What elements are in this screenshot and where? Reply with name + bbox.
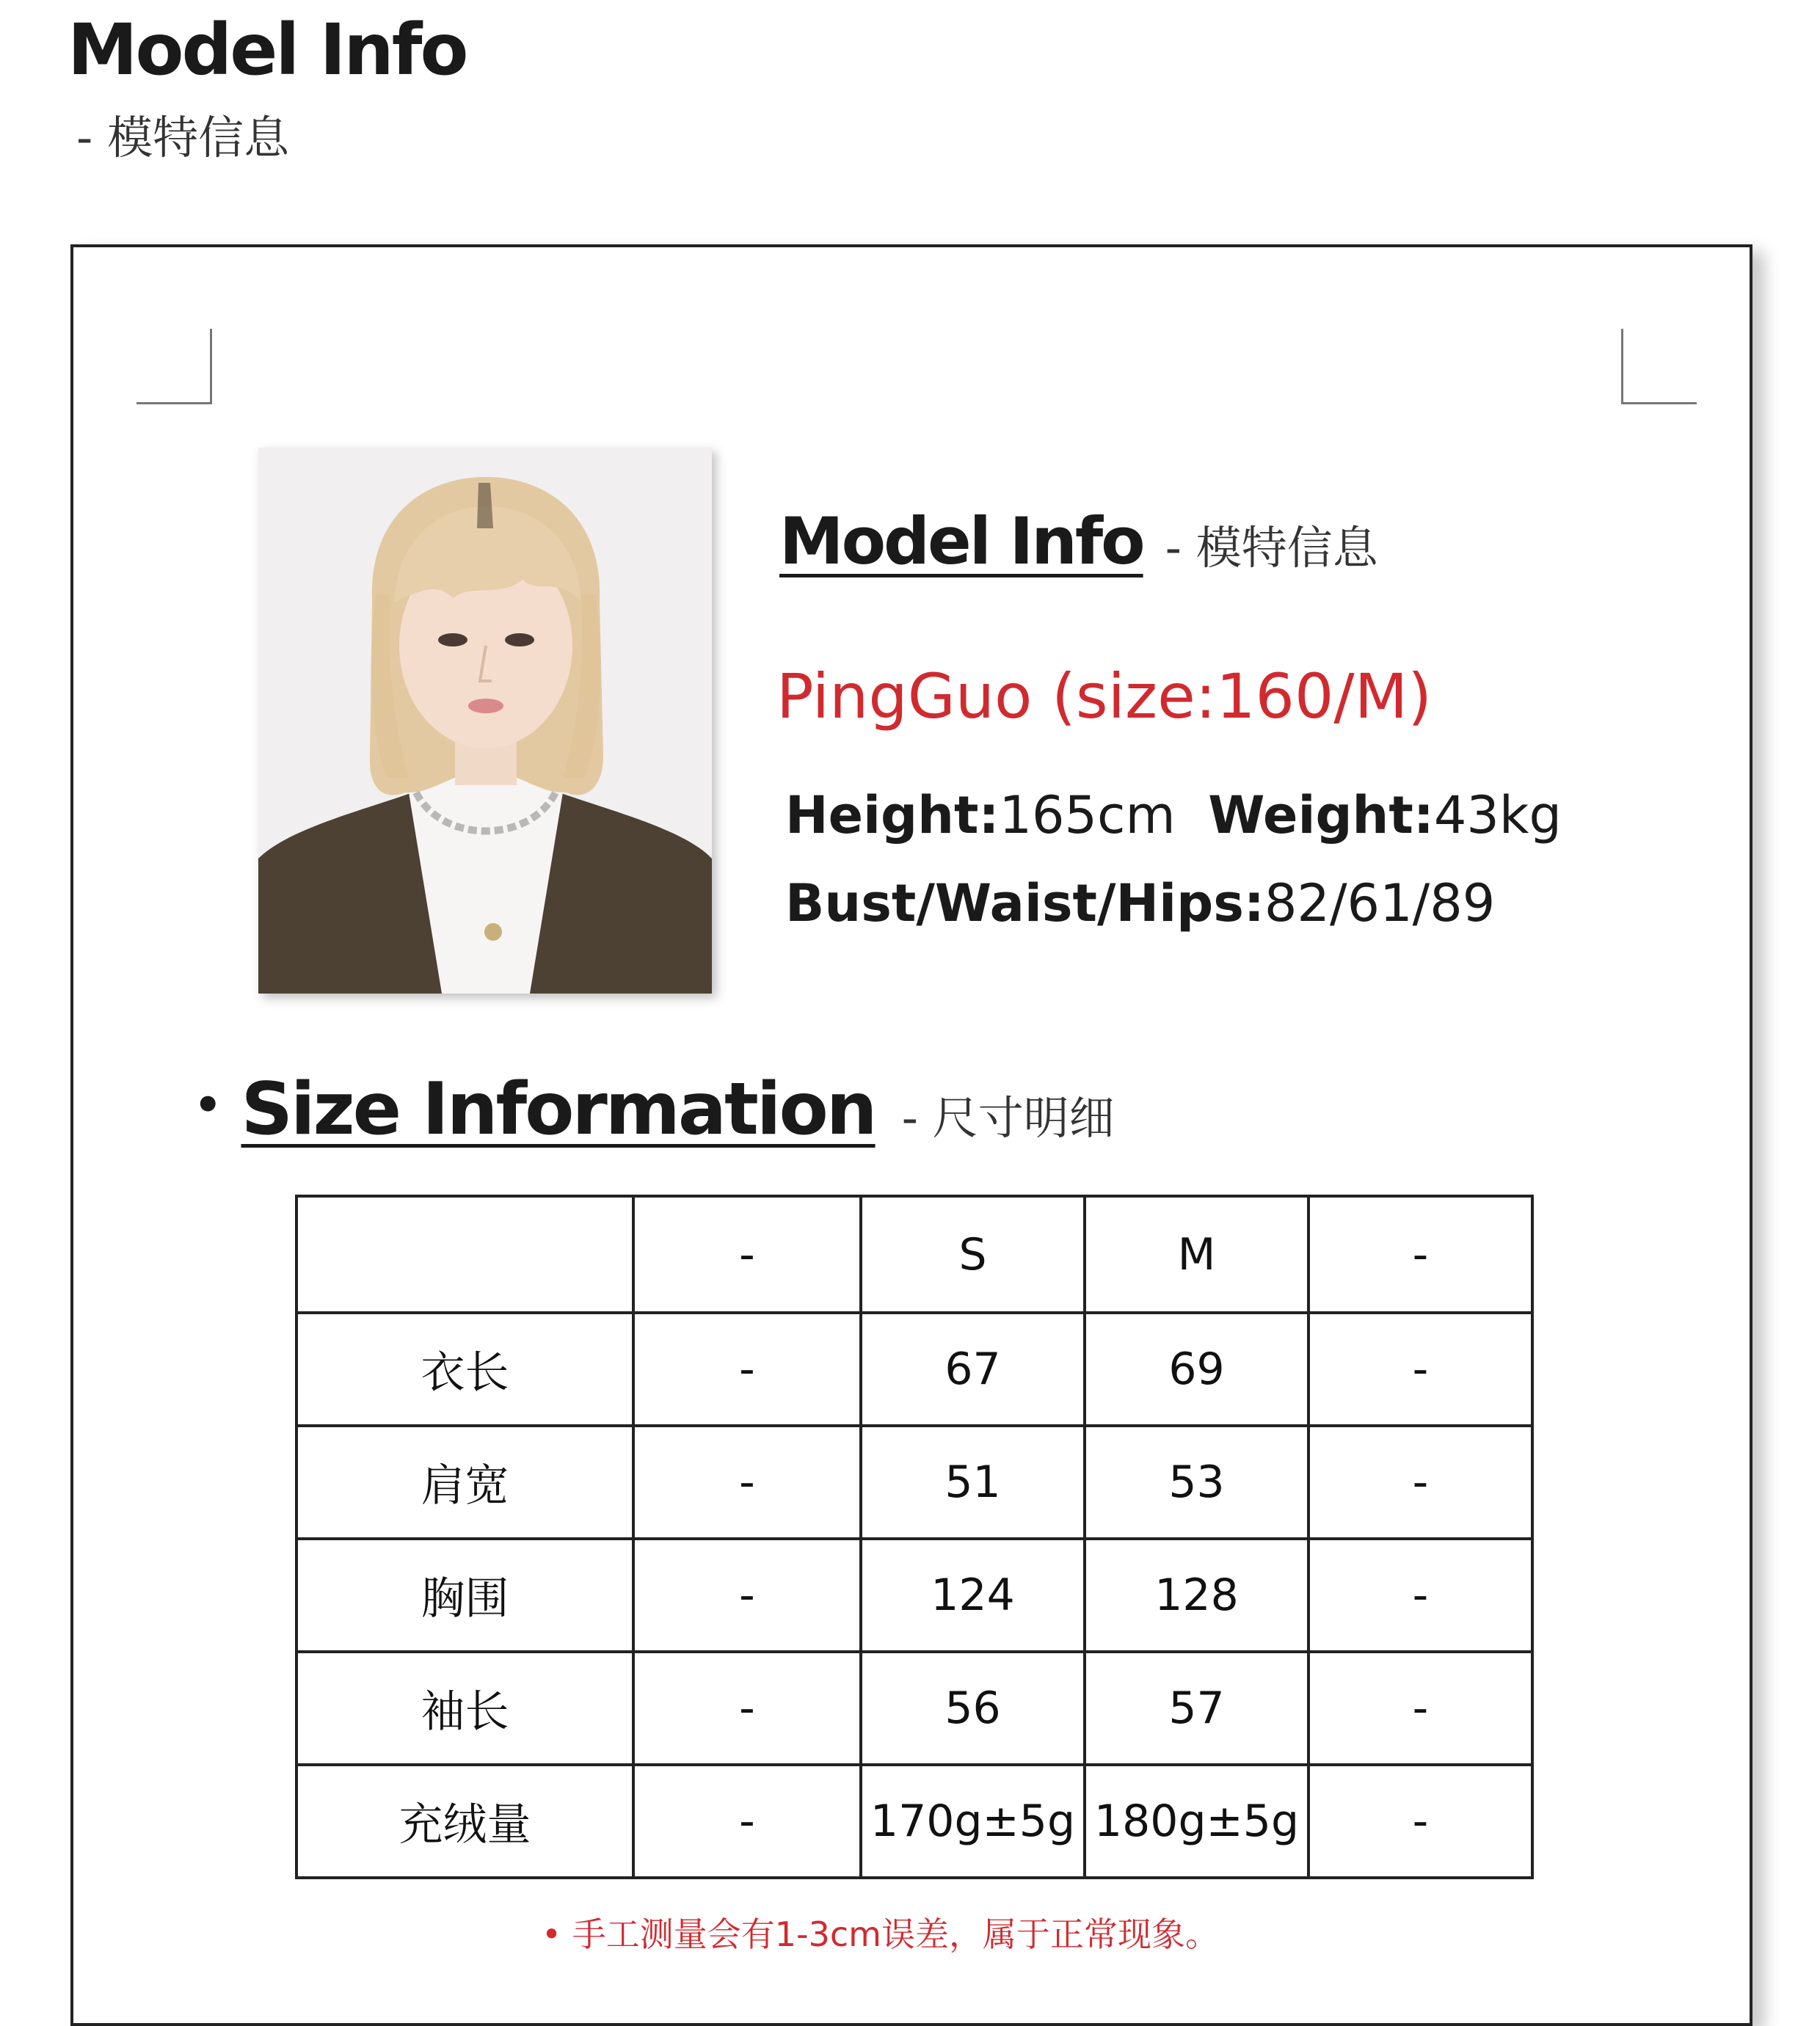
row-label: 衣长 [296, 1313, 633, 1426]
row-label: 胸围 [296, 1539, 633, 1652]
table-row [296, 1652, 1532, 1765]
model-name-line [776, 660, 1432, 732]
table-cell: 170g±5g [861, 1765, 1085, 1878]
table-cell: - [1308, 1426, 1532, 1539]
model-name: PingGuo [776, 660, 1033, 732]
weight-value: 43kg [1433, 785, 1562, 845]
table-cell: 69 [1085, 1313, 1308, 1426]
table-row [296, 1765, 1532, 1878]
table-cell: - [1308, 1313, 1532, 1426]
model-height-weight [785, 785, 1562, 845]
corner-mark-left [136, 329, 212, 404]
header-cell: - [1308, 1196, 1532, 1313]
table-cell: 57 [1085, 1652, 1308, 1765]
model-info-heading [779, 503, 1378, 579]
table-cell: 56 [861, 1652, 1085, 1765]
header-cell: M [1085, 1196, 1308, 1313]
table-cell: - [1308, 1652, 1532, 1765]
table-cell: 128 [1085, 1539, 1308, 1652]
table-row [296, 1313, 1532, 1426]
header-cell: - [633, 1196, 861, 1313]
size-info-title-cn: - 尺寸明细 [901, 1091, 1115, 1145]
table-cell: 53 [1085, 1426, 1308, 1539]
size-info-title: Size Information [241, 1068, 876, 1151]
model-size: (size:160/M) [1052, 660, 1432, 732]
measure-label: Bust/Waist/Hips: [785, 873, 1264, 933]
table-cell: - [633, 1765, 861, 1878]
size-table [295, 1195, 1534, 1879]
table-header-row [296, 1196, 1532, 1313]
table-row [296, 1539, 1532, 1652]
header-cell: S [861, 1196, 1085, 1313]
model-info-title-cn: - 模特信息 [1165, 521, 1378, 575]
table-cell: 51 [861, 1426, 1085, 1539]
table-cell: 180g±5g [1085, 1765, 1308, 1878]
model-photo [258, 448, 712, 994]
corner-mark-right [1621, 329, 1697, 404]
row-label: 充绒量 [296, 1765, 633, 1878]
table-cell: - [1308, 1539, 1532, 1652]
measurement-note: • 手工测量会有1-3cm误差，属于正常现象。 [542, 1914, 1219, 1954]
height-value: 165cm [999, 785, 1176, 845]
bullet-icon: • [192, 1074, 224, 1136]
table-row [296, 1426, 1532, 1539]
row-label: 袖长 [296, 1652, 633, 1765]
weight-label: Weight: [1208, 785, 1434, 845]
size-info-heading [192, 1068, 1115, 1151]
table-cell: 124 [861, 1539, 1085, 1652]
table-cell: - [633, 1539, 861, 1652]
table-cell: - [633, 1426, 861, 1539]
table-cell: 67 [861, 1313, 1085, 1426]
measure-value: 82/61/89 [1264, 873, 1496, 933]
model-info-title: Model Info [779, 503, 1143, 579]
table-cell: - [633, 1652, 861, 1765]
row-label: 肩宽 [296, 1426, 633, 1539]
model-measurements [785, 873, 1495, 933]
page-title: Model Info [68, 9, 467, 91]
height-label: Height: [785, 785, 1000, 845]
page-subtitle: - 模特信息 [76, 111, 290, 164]
table-cell: - [1308, 1765, 1532, 1878]
table-cell: - [633, 1313, 861, 1426]
header-cell [296, 1196, 633, 1313]
